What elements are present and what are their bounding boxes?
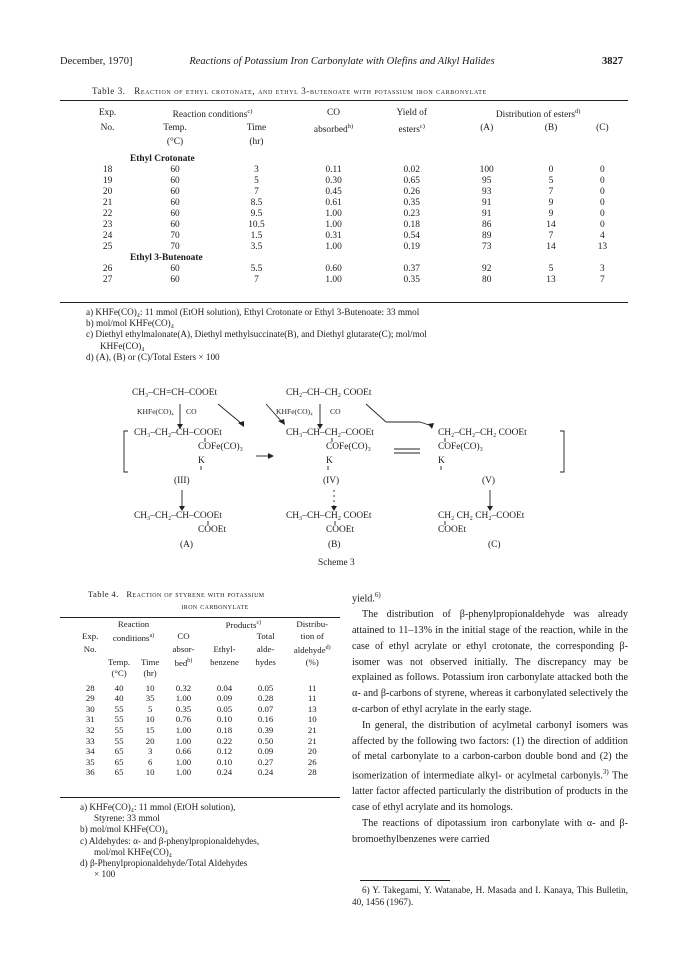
scheme-co-1: CO — [186, 407, 197, 416]
table3-header-temp: Temp. — [163, 123, 187, 134]
table4-header-co-3: bed$^{b)}$ — [174, 657, 193, 668]
table-row — [84, 242, 626, 253]
table-cell: 10.5 — [248, 220, 265, 231]
table4-header-benzene: benzene — [210, 656, 239, 667]
table4-header-temp: Temp. — [108, 656, 131, 667]
table-cell: 65 — [114, 767, 124, 778]
table4-header-conditions-2: conditions$^{a)}$ — [112, 632, 155, 643]
table4-header-dist: Distribu- — [296, 618, 329, 629]
table3-group-label: Ethyl Crotonate — [130, 154, 195, 165]
table-cell: 28 — [307, 767, 317, 778]
body-yield-line: yield.$^{6)}$ — [352, 591, 381, 605]
table-row — [78, 725, 340, 736]
table-row — [84, 198, 626, 209]
scheme-k-2: K — [326, 456, 333, 466]
table-cell: 1.00 — [175, 725, 192, 736]
table-cell: 35 — [85, 756, 95, 767]
table-cell: 1.00 — [325, 275, 342, 286]
table-cell: 19 — [102, 176, 113, 187]
table-cell: 86 — [482, 220, 492, 231]
table3-note: KHFe(CO)₄ — [100, 340, 145, 351]
table-cell: 55 — [114, 735, 124, 746]
scheme-reagent-2: KHFe(CO)₄ — [276, 407, 313, 416]
table-cell: 0.60 — [325, 264, 342, 275]
table4 — [78, 618, 340, 778]
table-cell: 0.05 — [216, 703, 233, 714]
table-cell: 7 — [600, 275, 605, 286]
table-row — [78, 683, 340, 694]
table-cell: 9.5 — [250, 209, 263, 220]
table-cell: 14 — [546, 242, 556, 253]
scheme-k-3: K — [438, 456, 445, 466]
table-cell: 0.54 — [403, 231, 420, 242]
table-cell: 0.45 — [325, 187, 342, 198]
table-cell: 21 — [307, 735, 317, 746]
table3-header-co: CO — [327, 108, 341, 119]
table4-header-time: Time — [141, 656, 160, 667]
table-cell: 6 — [147, 756, 153, 767]
table-cell: 60 — [170, 187, 180, 198]
table3-note: a) KHFe(CO)₄: 11 mmol (EtOH solution), Ethyl Crotonate or Ethyl 3-Butenoate: 33 mmol — [86, 307, 420, 317]
table-cell: 0.39 — [257, 725, 274, 736]
table4-caption — [80, 588, 350, 612]
table-cell: 0.66 — [175, 746, 192, 757]
table-cell: 3.5 — [250, 242, 263, 253]
scheme-label-B: (B) — [328, 540, 341, 550]
table-cell: 0.37 — [403, 264, 420, 275]
table-cell: 1.00 — [175, 693, 192, 704]
table-cell: 89 — [482, 231, 492, 242]
table-cell: 0 — [600, 165, 605, 176]
table-cell: 3 — [254, 165, 259, 176]
table-cell: 60 — [170, 264, 180, 275]
table3-group-row — [84, 253, 626, 264]
running-header-title: Reactions of Potassium Iron Carbonylate with Olefins and Alkyl Halides — [189, 56, 495, 67]
page-number: 3827 — [602, 56, 623, 67]
table-cell: 20 — [102, 187, 113, 198]
table-cell: 0.61 — [325, 198, 342, 209]
body-paragraph-3: The reactions of dipotassium iron carbonylate with α- and β-bromoethylbenzenes were carried — [352, 817, 628, 845]
table-row — [84, 264, 626, 275]
scheme-k-1: K — [198, 456, 205, 466]
table-cell: 92 — [482, 264, 492, 275]
table4-header-dist-3: aldehyde$^{d)}$ — [293, 644, 331, 655]
table-cell: 65 — [114, 756, 124, 767]
scheme-intermediate-4: CH₃–CH–CH₂–COOEt — [286, 428, 374, 438]
table-cell: 40 — [114, 682, 124, 693]
table4-note: Styrene: 33 mmol — [94, 813, 160, 824]
table3-header-b: (B) — [544, 123, 558, 134]
table-cell: 27 — [102, 275, 113, 286]
table4-header-exp: Exp. — [82, 631, 99, 642]
table3-body — [84, 154, 626, 286]
scheme-product-B-ester: COOEt — [326, 525, 355, 535]
scheme-product-C-ester: COOEt — [438, 525, 467, 535]
table-cell: 7 — [254, 275, 259, 286]
scheme-label-IV: (IV) — [323, 476, 340, 486]
table3-bottom-rule — [60, 302, 628, 303]
table-cell: 1.00 — [325, 209, 342, 220]
table4-note: × 100 — [94, 869, 116, 880]
table3-caption-text: Reaction of ethyl crotonate, and ethyl 3-butenoate with potassium iron carbonylate — [134, 86, 487, 96]
table-row — [84, 209, 626, 220]
table-cell: 36 — [85, 767, 95, 778]
table-row — [78, 714, 340, 725]
table-cell: 60 — [170, 220, 180, 231]
table-cell: 0.12 — [216, 746, 233, 757]
table-cell: 0.35 — [175, 703, 192, 714]
table-cell: 26 — [307, 756, 317, 767]
table-cell: 33 — [85, 735, 95, 746]
table-cell: 25 — [102, 242, 113, 253]
table3-note: d) (A), (B) or (C)/Total Esters × 100 — [86, 351, 220, 362]
table-cell: 100 — [479, 165, 494, 176]
table-cell: 3 — [147, 746, 153, 757]
table-cell: 0.30 — [325, 176, 342, 187]
table-cell: 55 — [114, 725, 124, 736]
table4-note: mol/mol KHFe(CO)₄ — [94, 846, 172, 857]
scheme-label-A: (A) — [180, 540, 194, 550]
scheme-intermediate-5-acyl: COFe(CO)₃ — [438, 442, 483, 452]
body-paragraph-2: In general, the distribution of acylmetal carbonyl isomers was affected by the following two factors: (1) the direction of addition of metal carbonylate to a carbon-carbon double bond and (2) the isomerization of intermediate alkyl- or acylmetal carbonyls.$^{3)}$ The latter factor affected particularly the distribution of products in the case of ethyl acrylate and its homologs. — [352, 719, 628, 814]
table4-bottom-rule — [60, 797, 340, 798]
table-row — [84, 176, 626, 187]
table-cell: 11 — [307, 682, 317, 693]
table-cell: 5 — [548, 264, 554, 275]
table-cell: 65 — [114, 746, 124, 757]
table-row — [78, 704, 340, 715]
table3-header-conditions: Reaction conditions$^{c)}$ — [172, 108, 253, 121]
table3-header-co-absorbed: absorbed$^{b)}$ — [313, 123, 354, 136]
table4-caption-line2: iron carbonylate — [181, 601, 249, 611]
table-cell: 60 — [170, 275, 180, 286]
table-cell: 55 — [114, 714, 124, 725]
table3-note: b) mol/mol KHFe(CO)₄ — [86, 318, 174, 329]
table4-header-products: Products$^{c)}$ — [225, 619, 262, 630]
table-cell: 0.16 — [257, 714, 274, 725]
table3-header-a: (A) — [480, 123, 494, 134]
table-row — [84, 275, 626, 286]
table3-group-row — [84, 154, 626, 165]
footnote: 6) Y. Takegami, Y. Watanabe, H. Masada and I. Kanaya, This Bulletin, 40, 1456 (1967). — [352, 885, 628, 907]
table-cell: 22 — [102, 209, 113, 220]
table-row — [78, 746, 340, 757]
table-cell: 0.23 — [403, 209, 420, 220]
table4-header-total: Total — [256, 631, 275, 642]
table3-header-yield: Yield of — [396, 108, 427, 119]
table-cell: 32 — [85, 725, 95, 736]
table4-note: d) β-Phenylpropionaldehyde/Total Aldehydes — [80, 858, 248, 869]
scheme-3 — [0, 384, 687, 579]
table-cell: 0.28 — [257, 693, 274, 704]
table-cell: 9 — [548, 198, 554, 209]
scheme-reactant-crotonate: CH₃–CH=CH–COOEt — [132, 388, 218, 398]
table-cell: 0.65 — [403, 176, 420, 187]
table-row — [78, 767, 340, 778]
bracket-left — [124, 431, 128, 472]
table-cell: 1.00 — [325, 242, 342, 253]
table-cell: 60 — [170, 209, 180, 220]
table-cell: 0.27 — [257, 756, 274, 767]
table-cell: 23 — [102, 220, 113, 231]
table-cell: 0.18 — [216, 725, 233, 736]
arrow-line — [366, 404, 386, 422]
table-cell: 35 — [145, 693, 155, 704]
table-cell: 60 — [170, 198, 180, 209]
table3-header-esters: esters$^{c)}$ — [398, 123, 425, 136]
table-row — [84, 220, 626, 231]
table4-header-temp-unit: (°C) — [111, 668, 127, 679]
table3-header-time-unit: (hr) — [249, 136, 264, 147]
table-cell: 8.5 — [250, 198, 263, 209]
body-column — [352, 588, 628, 848]
table-cell: 0.10 — [216, 714, 233, 725]
table3-header-no: No. — [100, 123, 115, 134]
running-header-left: December, 1970] — [60, 56, 133, 67]
table-cell: 60 — [170, 165, 180, 176]
table-cell: 0.22 — [216, 735, 233, 746]
table-cell: 21 — [102, 198, 113, 209]
table3-header-time: Time — [246, 123, 267, 134]
table-cell: 28 — [85, 682, 95, 693]
table-cell: 5.5 — [250, 264, 263, 275]
table-cell: 10 — [145, 682, 155, 693]
table-cell: 0.35 — [403, 275, 420, 286]
table-cell: 13 — [307, 703, 317, 714]
table-cell: 10 — [145, 714, 155, 725]
table-cell: 0.19 — [403, 242, 420, 253]
table-cell: 95 — [482, 176, 492, 187]
table-cell: 0 — [548, 165, 554, 176]
table-cell: 18 — [102, 165, 113, 176]
table-cell: 29 — [85, 693, 95, 704]
scheme-label-C: (C) — [488, 540, 501, 550]
table4-note: a) KHFe(CO)₄: 11 mmol (EtOH solution), — [80, 802, 236, 812]
footnote-rule — [360, 880, 450, 881]
scheme-co-2: CO — [330, 407, 341, 416]
table3-notes — [86, 307, 626, 363]
table-row — [84, 165, 626, 176]
scheme-arrows — [0, 384, 687, 579]
table-row — [84, 187, 626, 198]
table-cell: 4 — [600, 231, 605, 242]
scheme-intermediate-4-acyl: COFe(CO)₃ — [326, 442, 371, 452]
table-cell: 0.24 — [216, 767, 233, 778]
table-cell: 0.31 — [325, 231, 342, 242]
table-cell: 0.10 — [216, 756, 233, 767]
table4-header-hydes: hydes — [255, 656, 276, 667]
arrow-line — [218, 404, 242, 424]
table-cell: 40 — [114, 693, 124, 704]
table-cell: 0.07 — [257, 703, 274, 714]
scheme-product-A: CH₃–CH₂–CH–COOEt — [134, 511, 222, 521]
table-cell: 1.5 — [250, 231, 263, 242]
table4-note: c) Aldehydes: α- and β-phenylpropionaldehydes, — [80, 835, 260, 846]
arrowhead — [278, 419, 285, 425]
table-cell: 0.76 — [175, 714, 192, 725]
table4-header-time-unit: (hr) — [143, 668, 157, 679]
table4-notes — [80, 802, 342, 880]
table4-header-ethyl: Ethyl- — [213, 643, 236, 654]
table3-label: Table 3. — [92, 86, 126, 96]
table-cell: 14 — [546, 220, 556, 231]
table-cell: 31 — [85, 714, 95, 725]
table-cell: 20 — [307, 746, 317, 757]
table-cell: 10 — [307, 714, 317, 725]
scheme-intermediate-3-acyl: COFe(CO)₃ — [198, 442, 243, 452]
table-cell: 0 — [600, 209, 605, 220]
table-cell: 0.18 — [403, 220, 420, 231]
table3 — [84, 106, 626, 286]
table-cell: 24 — [102, 231, 113, 242]
scheme-product-C: CH₂ CH₂ CH₂–COOEt — [438, 511, 525, 521]
table-cell: 0.09 — [257, 746, 274, 757]
scheme-product-A-ester: COOEt — [198, 525, 227, 535]
table3-note: c) Diethyl ethylmalonate(A), Diethyl methylsuccinate(B), and Diethyl glutarate(C); mol/mol — [86, 329, 427, 340]
table-cell: 0.32 — [175, 682, 192, 693]
table-cell: 13 — [597, 242, 608, 253]
table-cell: 0.05 — [257, 682, 274, 693]
table-cell: 0.09 — [216, 693, 233, 704]
table-cell: 0.35 — [403, 198, 420, 209]
table-row — [78, 757, 340, 768]
table-cell: 70 — [170, 231, 180, 242]
body-paragraph-1: The distribution of β-phenylpropionaldehyde was already attained to 11–13% in the initial stage of the reaction, while in the case of ethyl acrylate or ethyl crotonate, the corresponding β-isomer was not observed initially. The discrepancy may be explained as follows. Potassium iron carbonylate attacked both the α- and β-carbons of styrene, whereas it carbonylated selectively the α-carbon of ethyl acrylate in the early stage. — [352, 609, 628, 715]
table-cell: 0.02 — [403, 165, 420, 176]
table3-header-temp-unit: (°C) — [166, 136, 184, 147]
table-cell: 26 — [102, 264, 113, 275]
table-row — [78, 693, 340, 704]
scheme-label-III: (III) — [174, 476, 190, 486]
scheme-label-V: (V) — [482, 476, 496, 486]
table3-header-c: (C) — [596, 123, 609, 134]
table-cell: 3 — [600, 264, 605, 275]
arrowhead — [428, 423, 434, 429]
table-cell: 0 — [600, 176, 605, 187]
table3-caption — [92, 86, 487, 96]
table-cell: 7 — [548, 231, 554, 242]
table-cell: 0.24 — [257, 767, 274, 778]
scheme-reactant-butenoate: CH₂–CH–CH₂ COOEt — [286, 388, 372, 398]
table-cell: 9 — [548, 209, 554, 220]
table-cell: 20 — [145, 735, 155, 746]
table3-top-rule — [60, 100, 628, 101]
table-cell: 15 — [145, 725, 155, 736]
table-cell: 0 — [600, 198, 605, 209]
scheme-caption: Scheme 3 — [318, 558, 355, 568]
table-cell: 0.26 — [403, 187, 420, 198]
table3-header-dist: Distribution of esters$^{d)}$ — [495, 108, 581, 121]
table-cell: 70 — [170, 242, 180, 253]
table-cell: 13 — [546, 275, 556, 286]
table-cell: 10 — [145, 767, 155, 778]
table-cell: 5 — [548, 176, 554, 187]
table4-header-pct: (%) — [305, 656, 319, 667]
table-cell: 5 — [147, 703, 153, 714]
table4-header-no: No. — [83, 643, 97, 654]
table4-caption-line1: Reaction of styrene with potassium — [126, 589, 265, 599]
scheme-intermediate-3: CH₃–CH₂–CH–COOEt — [134, 428, 222, 438]
arrowhead — [268, 453, 274, 459]
table-cell: 91 — [482, 198, 492, 209]
table3-header-exp: Exp. — [98, 108, 117, 119]
table-cell: 1.00 — [175, 756, 192, 767]
table4-header-co-2: absor- — [172, 643, 195, 654]
table-cell: 34 — [85, 746, 95, 757]
table-cell: 80 — [482, 275, 492, 286]
table-cell: 1.00 — [175, 767, 192, 778]
table-cell: 0.04 — [216, 682, 233, 693]
table-cell: 7 — [254, 187, 259, 198]
table-cell: 60 — [170, 176, 180, 187]
table4-label: Table 4. — [88, 589, 119, 599]
table4-header-alde: alde- — [256, 643, 275, 654]
table-cell: 1.00 — [325, 220, 342, 231]
table-cell: 0 — [600, 220, 605, 231]
table4-header-dist-2: tion of — [300, 631, 324, 642]
table3-group-label: Ethyl 3-Butenoate — [130, 253, 203, 264]
table4-note: b) mol/mol KHFe(CO)₄ — [80, 824, 168, 835]
scheme-intermediate-5: CH₂–CH₂–CH₂ COOEt — [438, 428, 527, 438]
table-cell: 7 — [548, 187, 554, 198]
table-cell: 91 — [482, 209, 492, 220]
bracket-right — [560, 431, 564, 472]
table-cell: 0 — [600, 187, 605, 198]
table4-header-conditions: Reaction — [117, 618, 150, 629]
table-cell: 1.00 — [175, 735, 192, 746]
table-cell: 30 — [85, 703, 95, 714]
table-row — [78, 736, 340, 747]
table-cell: 93 — [482, 187, 492, 198]
table4-body — [78, 683, 340, 778]
table-cell: 5 — [254, 176, 259, 187]
table-row — [84, 231, 626, 242]
table-cell: 0.50 — [257, 735, 274, 746]
table-cell: 21 — [307, 725, 317, 736]
scheme-product-B: CH₃–CH–CH₂ COOEt — [286, 511, 372, 521]
table-cell: 55 — [114, 703, 124, 714]
table4-header-co: CO — [177, 631, 190, 642]
scheme-reagent-1: KHFe(CO)₄ — [137, 407, 174, 416]
table-cell: 73 — [482, 242, 492, 253]
table-cell: 11 — [307, 693, 317, 704]
table-cell: 0.11 — [325, 165, 342, 176]
